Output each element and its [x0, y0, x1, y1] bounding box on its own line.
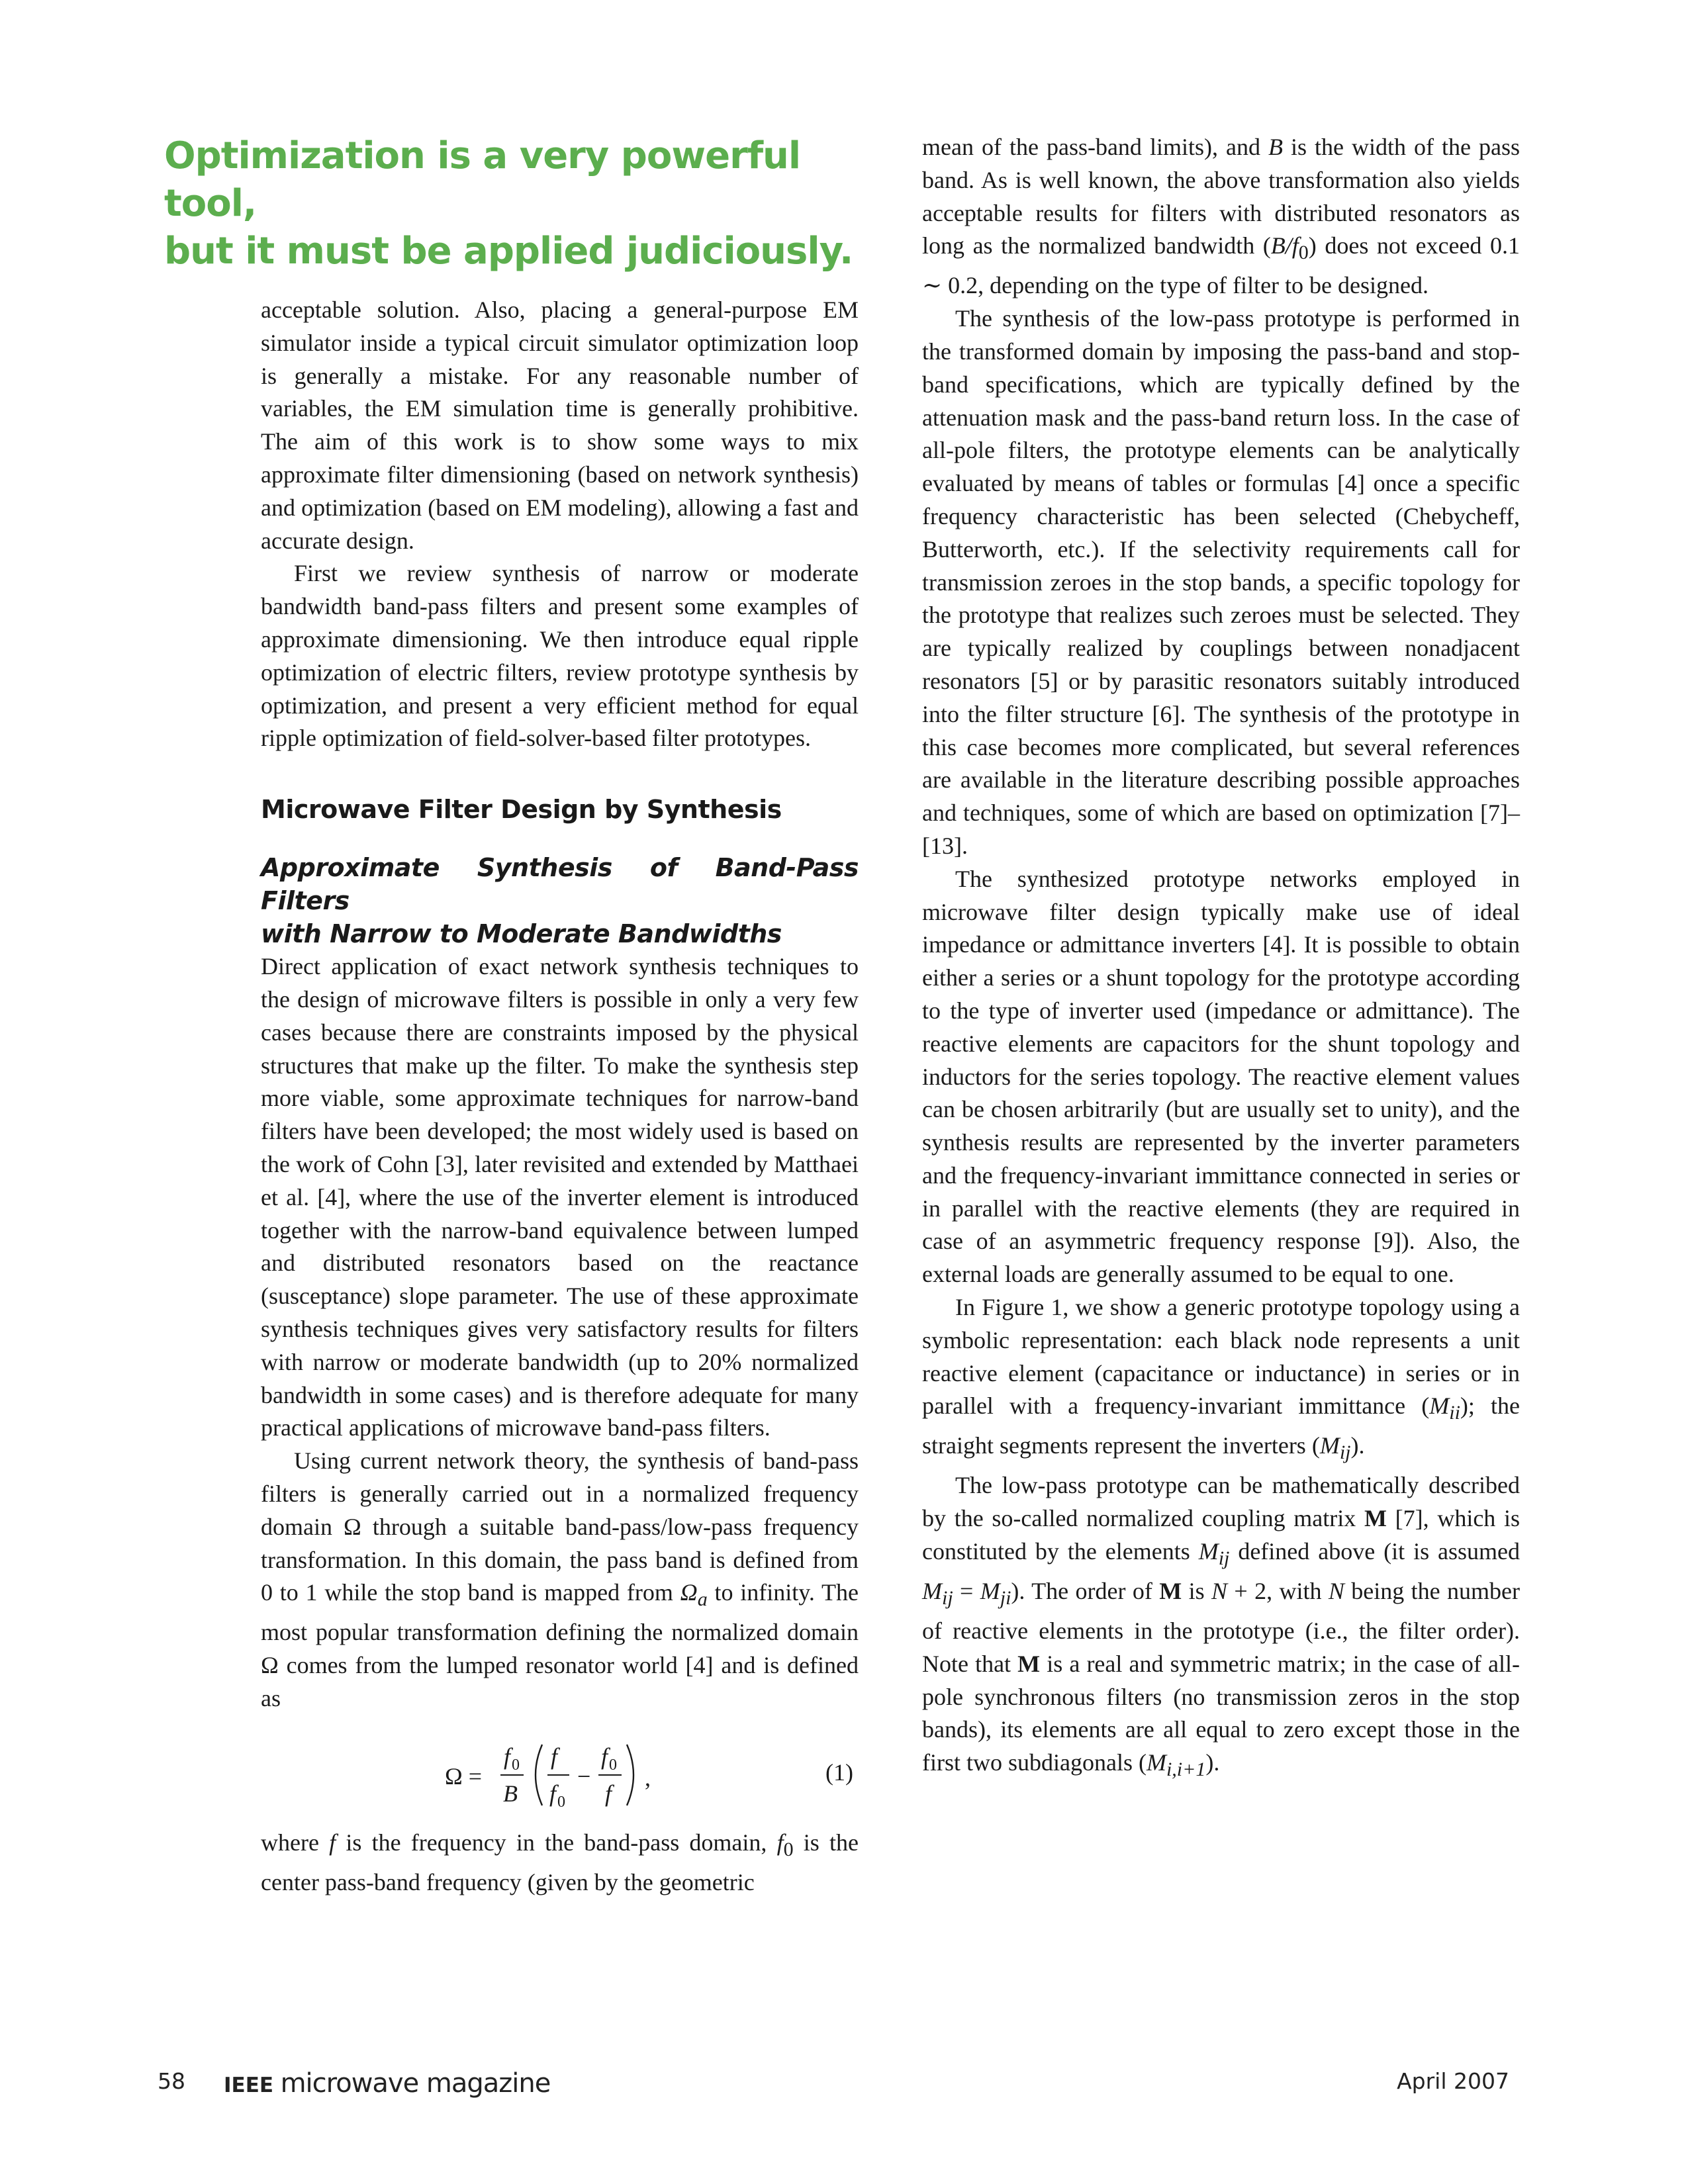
eq-f0-num-sub: 0	[512, 1756, 520, 1774]
issue-date: April 2007	[1397, 2068, 1509, 2094]
paragraph: Direct application of exact network synthesis techniques to the design of microwave filters is possible in only a very few cases because there are constraints imposed by the physical structures that make up the filter. To make the synthesis step more viable, some approximate techniques for narrow-band filters have been developed; the most widely used is based on the work of Cohn [3], later revisited and extended by Matthaei et al. [4], where the use of the inverter element is introduced together with the narrow-band equivalence between lumped and distributed resonators based on the reactance (susceptance) slope parameter. The use of these approximate synthesis techniques gives very satisfactory results for filters with narrow or moderate bandwidth (up to 20% normalized bandwidth in some cases) and is therefore adequate for many practical applications of microwave band-pass filters.	[261, 953, 859, 1441]
subsection-heading-line-2: with Narrow to Moderate Bandwidths	[261, 919, 782, 949]
section-heading: Microwave Filter Design by Synthesis	[261, 795, 782, 825]
paragraph: where f is the frequency in the band-pass domain, $f_0$ is the center pass-band frequency (given by the geometric	[261, 1829, 859, 1895]
paragraph: Using current network theory, the synthesis of band-pass filters is generally carried out in a normalized frequency domain Ω through a suitable band-pass/low-pass frequency transformation. In this domain, the pass band is defined from 0 to 1 while the stop band is mapped from $\Omega_a$ to infinity. The most popular transformation defining the normalized domain Ω comes from the lumped resonator world [4] and is defined as	[261, 1447, 859, 1711]
eq-f0-num-2: f	[601, 1743, 608, 1770]
publication-name	[224, 2068, 550, 2099]
right-column	[922, 131, 1520, 1786]
publication-magazine: microwave magazine	[280, 2068, 551, 2099]
eq-left-paren	[536, 1745, 542, 1805]
paragraph: The synthesized prototype networks employed in microwave filter design typically make use of ideal impedance or admittance inverters [4]. It is possible to obtain either a series or a shunt topology for the prototype according to the type of inverter used (impedance or admittance). The reactive elements are capacitors for the shunt topology and inductors for the series topology. The reactive element values can be chosen arbitrarily (but are usually set to unity), and the synthesis results are represented by the inverter parameters and the frequency-invariant immittance connected in series or in parallel with the reactive elements (they are required in case of an asymmetric frequency response [9]). Also, the external loads are generally assumed to be equal to one.	[922, 865, 1520, 1288]
paragraph: First we review synthesis of narrow or moderate bandwidth band-pass filters and present some examples of approximate dimensioning. We then introduce equal ripple optimization of electric filters, review prototype synthesis by optimization, and present a very efficient method for equal ripple optimization of field-solver-based filter prototypes.	[261, 560, 859, 752]
page-number: 58	[158, 2068, 185, 2094]
eq-f0-num: f	[504, 1743, 511, 1770]
paragraph: acceptable solution. Also, placing a general-purpose EM simulator inside a typical circuit simulator optimization loop is generally a mistake. For any reasonable number of variables, the EM simulation time is generally prohibitive. The aim of this work is to show some ways to mix approximate filter dimensioning (based on network synthesis) and optimization (based on EM modeling), allowing a fast and accurate design.	[261, 296, 859, 554]
equation-number: (1)	[825, 1758, 853, 1786]
pull-quote-line-1: Optimization is a very powerful tool,	[164, 134, 801, 225]
eq-minus: −	[577, 1762, 591, 1790]
eq-lhs: Ω =	[445, 1762, 483, 1790]
subsection-heading-line-1: Approximate Synthesis of Band-Pass Filters	[261, 853, 859, 916]
eq-f-den: f	[605, 1780, 612, 1807]
paragraph: The low-pass prototype can be mathematically described by the so-called normalized coupling matrix M [7], which is constituted by the elements $M_{ij}$ defined above (it is assumed $M_{ij} = M_{ji}$). The order of M is N + 2, with N being the number of reactive elements in the prototype (i.e., the filter order). Note that M is a real and symmetric matrix; in the case of all-pole synchronous filters (no transmission zeros in the stop bands), its elements are all equal to zero except those in the first two subdiagonals $(M_{i,i+1})$.	[922, 1472, 1521, 1781]
equation-1-formula	[261, 1729, 859, 1821]
eq-f0-den: f	[549, 1780, 557, 1807]
subsection-heading	[261, 851, 859, 950]
eq-f-num: f	[551, 1743, 558, 1770]
left-column	[261, 294, 859, 1899]
equation-1	[261, 1729, 859, 1821]
pull-quote	[164, 132, 892, 275]
eq-f0-den-sub: 0	[557, 1793, 565, 1811]
pull-quote-line-2: but it must be applied judiciously.	[164, 230, 853, 273]
eq-right-paren	[627, 1745, 633, 1805]
paragraph: mean of the pass-band limits), and B is the width of the pass band. As is well known, the above transformation also yields acceptable results for filters with distributed resonators as long as the normalized bandwidth $(B/f_0)$ does not exceed 0.1 ∼ 0.2, depending on the type of filter to be designed.	[922, 134, 1520, 299]
paragraph: In Figure 1, we show a generic prototype topology using a symbolic representation: each black node represents a unit reactive element (capacitance or inductance) in series or in parallel with a frequency-invariant immittance $(M_{ii})$; the straight segments represent the inverters $(M_{ij})$.	[922, 1294, 1520, 1464]
eq-f0-num-2-sub: 0	[609, 1756, 617, 1774]
eq-B: B	[503, 1780, 518, 1807]
eq-comma: ,	[645, 1764, 651, 1791]
publication-ieee: IEEE	[224, 2073, 274, 2097]
paragraph: The synthesis of the low-pass prototype is performed in the transformed domain by imposing the pass-band and stop-band specifications, which are typically defined by the attenuation mask and the pass-band return loss. In the case of all-pole filters, the prototype elements can be analytically evaluated by means of tables or formulas [4] once a specific frequency characteristic has been selected (Chebycheff, Butterworth, etc.). If the selectivity requirements call for transmission zeroes in the stop bands, a specific topology for the prototype that realizes such zeroes must be selected. They are typically realized by couplings between nonadjacent resonators [5] or by parasitic resonators suitably introduced into the filter structure [6]. The synthesis of the prototype in this case becomes more complicated, but several references are available in the literature describing possible approaches and techniques, some of which are based on optimization [7]–[13].	[922, 305, 1520, 859]
